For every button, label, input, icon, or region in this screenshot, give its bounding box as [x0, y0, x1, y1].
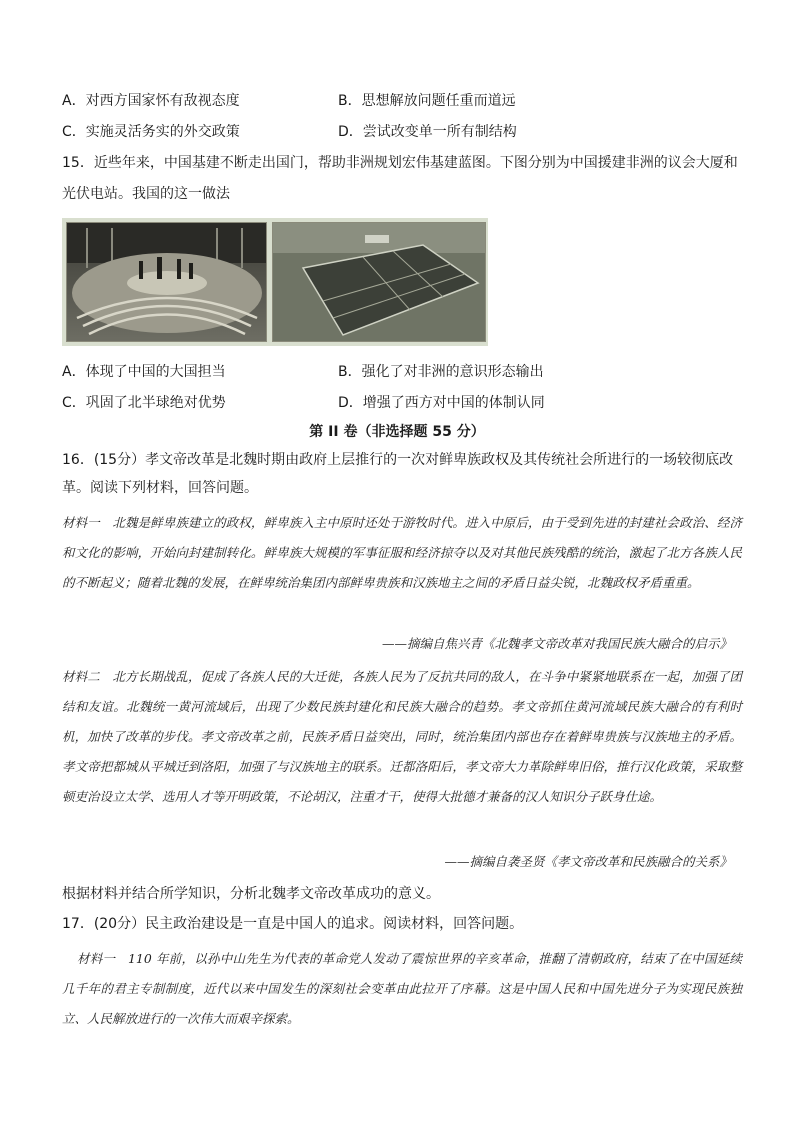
q15-options-row-2: [62, 392, 742, 414]
q16-material-2: 材料二 北方长期战乱，促成了各族人民的大迁徙，各族人民为了反抗共同的敌人，在斗争中紧紧地联系在一起，加强了团结和友谊。北魏统一黄河流域后，出现了少数民族封建化和民族大融合的趋势。孝文帝抓住黄河流域民族大融合的有利时机，加快了改革的步伐。孝文帝改革之前，民族矛盾日益突出，同时，统治集团内部也存在着鲜卑贵族与汉族地主的矛盾。孝文帝把都城从平城迁到洛阳，加强了与汉族地主的联系。迁都洛阳后，孝文帝大力革除鲜卑旧俗，推行汉化政策，采取整顿吏治设立太学、选用人才等开明政策，不论胡汉，注重才干，使得大批德才兼备的汉人知识分子跃身仕途。: [62, 669, 742, 804]
parliament-hall-photo: [66, 222, 267, 342]
q14-option-d[interactable]: D．尝试改变单一所有制结构: [338, 124, 517, 140]
q15-option-a[interactable]: A．体现了中国的大国担当: [62, 364, 226, 380]
q15-option-b[interactable]: B．强化了对非洲的意识形态输出: [338, 364, 544, 380]
q17-stem: 17．(20分）民主政治建设是一直是中国人的追求。阅读材料，回答问题。: [62, 916, 524, 932]
q15-options-row-1: [62, 361, 742, 383]
q15-stem-line1: 15．近些年来，中国基建不断走出国门，帮助非洲规划宏伟基建蓝图。下图分别为中国援建非洲的议会大厦和: [62, 155, 738, 171]
solar-station-photo: [272, 222, 486, 342]
q17-material-1: 材料一 110 年前，以孙中山先生为代表的革命党人发动了震惊世界的辛亥革命，推翻了清朝政府，结束了在中国延续几千年的君主专制制度，近代以来中国发生的深刻社会变革由此拉开了序幕。这是中国人民和中国先进分子为实现民族独立、人民解放进行的一次伟大而艰辛探索。: [62, 951, 742, 1026]
q14-option-c[interactable]: C．实施灵活务实的外交政策: [62, 124, 240, 140]
q16-source-1: ——摘编自焦兴青《北魏孝文帝改革对我国民族大融合的启示》: [381, 636, 732, 651]
q15-option-d[interactable]: D．增强了西方对中国的体制认同: [338, 395, 545, 411]
q16-stem: 16．(15分）孝文帝改革是北魏时期由政府上层推行的一次对鲜卑族政权及其传统社会所进行的一场较彻底改革。阅读下列材料，回答问题。: [62, 452, 734, 496]
section-title: 第 II 卷（非选择题 55 分）: [309, 424, 485, 440]
q14-options-row-2: [62, 121, 742, 143]
q14-option-a[interactable]: A．对西方国家怀有敌视态度: [62, 93, 240, 109]
q15-stem-line2: 光伏电站。我国的这一做法: [62, 186, 230, 202]
q15-option-c[interactable]: C．巩固了北半球绝对优势: [62, 395, 226, 411]
q16-source-2: ——摘编自袭圣贤《孝文帝改革和民族融合的关系》: [444, 854, 732, 869]
q14-options-row-1: [62, 90, 742, 112]
q14-option-b[interactable]: B．思想解放问题任重而道远: [338, 93, 516, 109]
q16-question: 根据材料并结合所学知识，分析北魏孝文帝改革成功的意义。: [62, 886, 440, 902]
q16-material-1: 材料一 北魏是鲜卑族建立的政权，鲜卑族入主中原时还处于游牧时代。进入中原后，由于受到先进的封建社会政治、经济和文化的影响，开始向封建制转化。鲜卑族大规模的军事征服和经济掠夺以及对其他民族残酷的统治，激起了北方各族人民的不断起义；随着北魏的发展，在鲜卑统治集团内部鲜卑贵族和汉族地主之间的矛盾日益尖锐，北魏政权矛盾重重。: [62, 515, 742, 590]
